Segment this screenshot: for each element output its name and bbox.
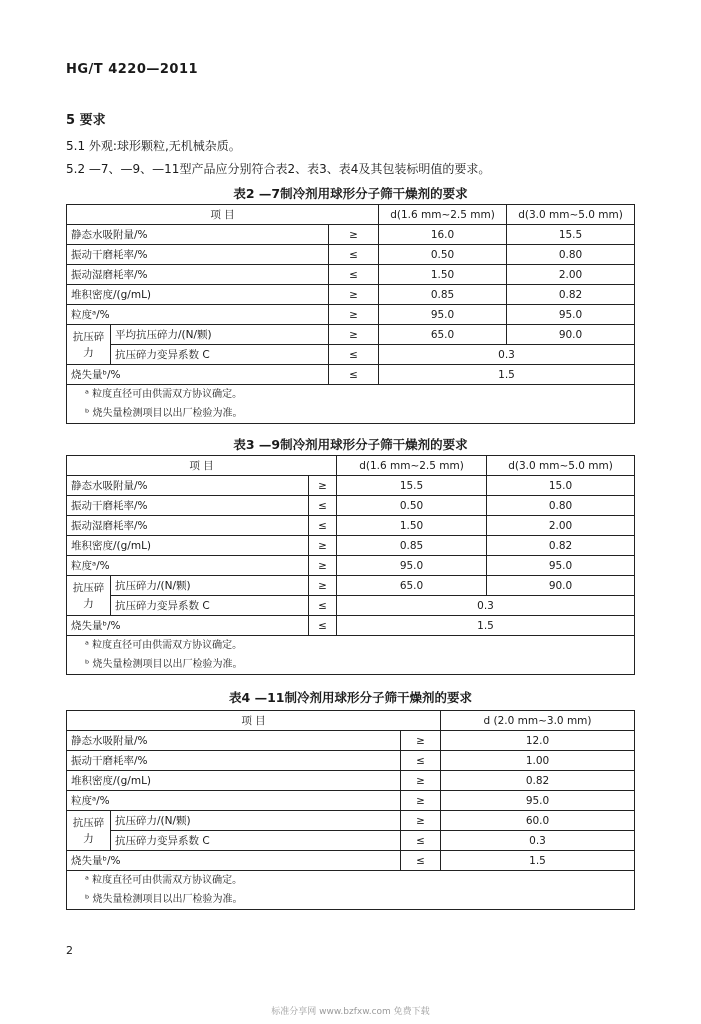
table-note — [67, 890, 635, 910]
row-value: 95.0 — [337, 556, 487, 576]
table-row — [67, 365, 635, 385]
row-label: 抗压碎力变异系数 C — [111, 596, 309, 616]
row-value: 16.0 — [379, 225, 507, 245]
row-value: 2.00 — [507, 265, 635, 285]
table-row — [67, 325, 635, 345]
row-label: 振动干磨耗率/% — [67, 751, 401, 771]
table-note — [67, 655, 635, 675]
row-value: 95.0 — [487, 556, 635, 576]
row-value: 0.85 — [337, 536, 487, 556]
table-note — [67, 385, 635, 405]
row-value: 1.00 — [441, 751, 635, 771]
header-item: 项 目 — [67, 711, 441, 731]
table2 — [66, 204, 635, 424]
row-label: 堆积密度/(g/mL) — [67, 536, 309, 556]
section-title: 5 要求 — [66, 113, 106, 128]
row-value: 65.0 — [337, 576, 487, 596]
row-op: ≤ — [401, 831, 441, 851]
note-b: ᵇ 烧失量检测项目以出厂检验为准。 — [67, 890, 635, 910]
header-col1: d(1.6 mm~2.5 mm) — [337, 456, 487, 476]
header-col1: d(1.6 mm~2.5 mm) — [379, 205, 507, 225]
row-value: 0.85 — [379, 285, 507, 305]
crush-group-label: 抗压碎力 — [67, 576, 111, 616]
row-label: 堆积密度/(g/mL) — [67, 285, 329, 305]
row-label: 粒度ᵃ/% — [67, 556, 309, 576]
table-row — [67, 851, 635, 871]
table-row — [67, 831, 635, 851]
row-op: ≤ — [329, 365, 379, 385]
row-label: 抗压碎力变异系数 C — [111, 345, 329, 365]
row-op: ≤ — [309, 496, 337, 516]
row-value: 12.0 — [441, 731, 635, 751]
row-op: ≥ — [401, 791, 441, 811]
row-label: 振动干磨耗率/% — [67, 245, 329, 265]
row-value: 1.5 — [337, 616, 635, 636]
table-row — [67, 225, 635, 245]
table-row — [67, 265, 635, 285]
row-op: ≥ — [401, 771, 441, 791]
row-op: ≤ — [309, 616, 337, 636]
row-value: 0.80 — [487, 496, 635, 516]
row-label: 粒度ᵃ/% — [67, 791, 401, 811]
row-op: ≥ — [329, 285, 379, 305]
table-row — [67, 616, 635, 636]
table-row — [67, 245, 635, 265]
row-label: 堆积密度/(g/mL) — [67, 771, 401, 791]
table-row — [67, 516, 635, 536]
table-header-row — [67, 711, 635, 731]
row-op: ≥ — [309, 556, 337, 576]
table-row — [67, 345, 635, 365]
table-row — [67, 556, 635, 576]
row-op: ≤ — [309, 596, 337, 616]
note-a: ᵃ 粒度直径可由供需双方协议确定。 — [67, 636, 635, 656]
table-row — [67, 791, 635, 811]
row-value: 0.82 — [441, 771, 635, 791]
table3 — [66, 455, 635, 675]
row-op: ≥ — [401, 811, 441, 831]
table-header-row — [67, 456, 635, 476]
table-note — [67, 636, 635, 656]
row-label: 静态水吸附量/% — [67, 225, 329, 245]
row-op: ≤ — [329, 245, 379, 265]
row-label: 振动湿磨耗率/% — [67, 516, 309, 536]
header-col1: d (2.0 mm~3.0 mm) — [441, 711, 635, 731]
table3-caption: 表3 —9制冷剂用球形分子筛干燥剂的要求 — [233, 437, 468, 452]
note-a: ᵃ 粒度直径可由供需双方协议确定。 — [67, 871, 635, 891]
row-value: 0.82 — [507, 285, 635, 305]
table-row — [67, 731, 635, 751]
row-label: 烧失量ᵇ/% — [67, 365, 329, 385]
row-value: 1.5 — [379, 365, 635, 385]
row-op: ≤ — [401, 751, 441, 771]
row-value: 65.0 — [379, 325, 507, 345]
row-value: 0.50 — [379, 245, 507, 265]
row-label: 烧失量ᵇ/% — [67, 851, 401, 871]
row-label: 烧失量ᵇ/% — [67, 616, 309, 636]
row-label: 振动干磨耗率/% — [67, 496, 309, 516]
row-value: 0.3 — [441, 831, 635, 851]
note-a: ᵃ 粒度直径可由供需双方协议确定。 — [67, 385, 635, 405]
table-row — [67, 496, 635, 516]
table-row — [67, 811, 635, 831]
row-value: 1.5 — [441, 851, 635, 871]
table-row — [67, 476, 635, 496]
row-op: ≥ — [329, 305, 379, 325]
row-op: ≥ — [309, 536, 337, 556]
document-code: HG/T 4220—2011 — [66, 62, 199, 77]
crush-group-label: 抗压碎力 — [67, 811, 111, 851]
table4-caption: 表4 —11制冷剂用球形分子筛干燥剂的要求 — [229, 690, 472, 705]
header-item: 项 目 — [67, 205, 379, 225]
table-row — [67, 771, 635, 791]
row-value: 0.82 — [487, 536, 635, 556]
row-value: 60.0 — [441, 811, 635, 831]
row-value: 15.0 — [487, 476, 635, 496]
footer-watermark: 标准分享网 www.bzfxw.com 免费下载 — [271, 1007, 430, 1017]
row-value: 0.80 — [507, 245, 635, 265]
row-op: ≥ — [329, 325, 379, 345]
table-row — [67, 751, 635, 771]
note-b: ᵇ 烧失量检测项目以出厂检验为准。 — [67, 655, 635, 675]
note-b: ᵇ 烧失量检测项目以出厂检验为准。 — [67, 404, 635, 424]
row-label: 抗压碎力/(N/颗) — [111, 576, 309, 596]
row-value: 0.3 — [337, 596, 635, 616]
row-op: ≥ — [309, 476, 337, 496]
row-op: ≥ — [401, 731, 441, 751]
table-row — [67, 576, 635, 596]
row-value: 90.0 — [507, 325, 635, 345]
table-row — [67, 596, 635, 616]
crush-group-label: 抗压碎力 — [67, 325, 111, 365]
page-number: 2 — [66, 944, 73, 957]
header-col2: d(3.0 mm~5.0 mm) — [487, 456, 635, 476]
row-op: ≥ — [309, 576, 337, 596]
header-col2: d(3.0 mm~5.0 mm) — [507, 205, 635, 225]
paragraph-5-1: 5.1 外观:球形颗粒,无机械杂质。 — [66, 139, 241, 153]
table-note — [67, 871, 635, 891]
row-label: 抗压碎力变异系数 C — [111, 831, 401, 851]
row-value: 2.00 — [487, 516, 635, 536]
row-label: 静态水吸附量/% — [67, 731, 401, 751]
table-header-row — [67, 205, 635, 225]
header-item: 项 目 — [67, 456, 337, 476]
row-label: 振动湿磨耗率/% — [67, 265, 329, 285]
row-value: 1.50 — [337, 516, 487, 536]
row-value: 90.0 — [487, 576, 635, 596]
row-op: ≤ — [309, 516, 337, 536]
row-value: 95.0 — [507, 305, 635, 325]
row-value: 0.50 — [337, 496, 487, 516]
table2-caption: 表2 —7制冷剂用球形分子筛干燥剂的要求 — [233, 186, 468, 201]
table-row — [67, 305, 635, 325]
table-note — [67, 404, 635, 424]
paragraph-5-2: 5.2 —7、—9、—11型产品应分别符合表2、表3、表4及其包装标明值的要求。 — [66, 162, 491, 176]
row-op: ≤ — [329, 345, 379, 365]
row-value: 0.3 — [379, 345, 635, 365]
table-row — [67, 285, 635, 305]
row-label: 平均抗压碎力/(N/颗) — [111, 325, 329, 345]
row-label: 粒度ᵃ/% — [67, 305, 329, 325]
table4 — [66, 710, 635, 910]
row-op: ≤ — [329, 265, 379, 285]
row-label: 抗压碎力/(N/颗) — [111, 811, 401, 831]
row-value: 95.0 — [379, 305, 507, 325]
row-value: 95.0 — [441, 791, 635, 811]
table-row — [67, 536, 635, 556]
row-value: 15.5 — [507, 225, 635, 245]
row-op: ≤ — [401, 851, 441, 871]
row-op: ≥ — [329, 225, 379, 245]
row-value: 1.50 — [379, 265, 507, 285]
row-label: 静态水吸附量/% — [67, 476, 309, 496]
row-value: 15.5 — [337, 476, 487, 496]
